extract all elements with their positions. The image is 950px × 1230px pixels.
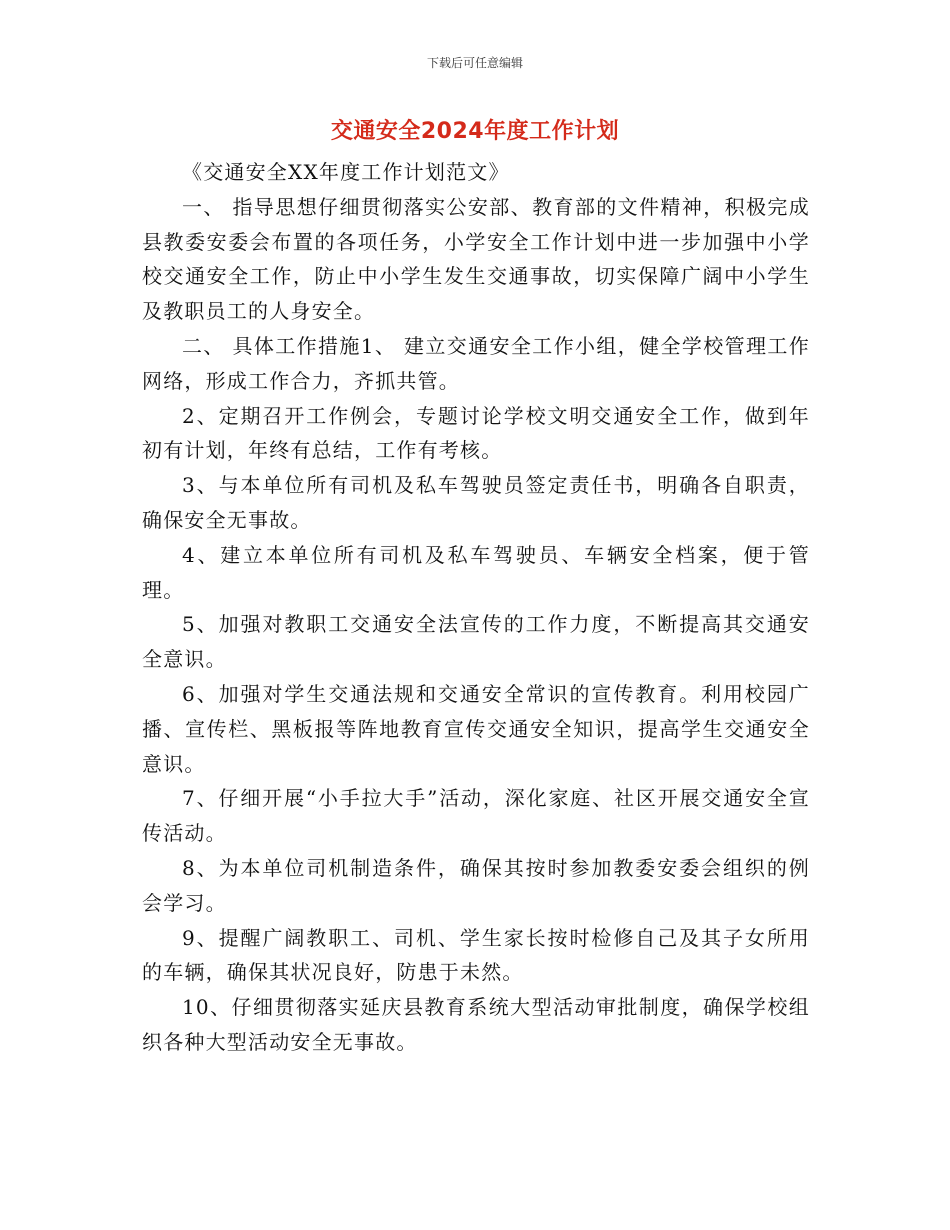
paragraph-subtitle: 《交通安全XX年度工作计划范文》 (182, 160, 510, 184)
paragraph-item-7: 7、仔细开展“小手拉大手”活动，深化家庭、社区开展交通安全宣传活动。 (142, 786, 810, 846)
paragraph-item-2: 2、定期召开工作例会，专题讨论学校文明交通安全工作，做到年初有计划，年终有总结，工作有考核。 (142, 403, 810, 463)
paragraph-item-9: 9、提醒广阔教职工、司机、学生家长按时检修自己及其子女所用的车辆，确保其状况良好，防患于未然。 (142, 925, 810, 985)
paragraph-item-4: 4、建立本单位所有司机及私车驾驶员、车辆安全档案，便于管理。 (142, 542, 810, 602)
paragraph-item-6: 6、加强对学生交通法规和交通安全常识的宣传教育。利用校园广播、宣传栏、黑板报等阵地教育宣传交通安全知识，提高学生交通安全意识。 (142, 681, 810, 776)
document-body (142, 155, 810, 1060)
paragraph-item-8: 8、为本单位司机制造条件，确保其按时参加教委安委会组织的例会学习。 (142, 855, 810, 915)
page-header-note: 下载后可任意编辑 (426, 56, 523, 70)
document-title: 交通安全2024年度工作计划 (330, 119, 620, 144)
paragraph-item-10: 10、仔细贯彻落实延庆县教育系统大型活动审批制度，确保学校组织各种大型活动安全无事故。 (142, 995, 810, 1054)
paragraph-item-3: 3、与本单位所有司机及私车驾驶员签定责任书，明确各自职责，确保安全无事故。 (142, 473, 810, 532)
paragraph-guiding-thought: 一、 指导思想仔细贯彻落实公安部、教育部的文件精神，积极完成县教委安委会布置的各项任务，小学安全工作计划中进一步加强中小学校交通安全工作，防止中小学生发生交通事故，切实保障广阔中小学生及教职员工的人身安全。 (142, 194, 810, 324)
paragraph-measures: 二、 具体工作措施1、 建立交通安全工作小组，健全学校管理工作网络，形成工作合力，齐抓共管。 (142, 333, 810, 393)
paragraph-item-5: 5、加强对教职工交通安全法宣传的工作力度，不断提高其交通安全意识。 (142, 612, 810, 672)
